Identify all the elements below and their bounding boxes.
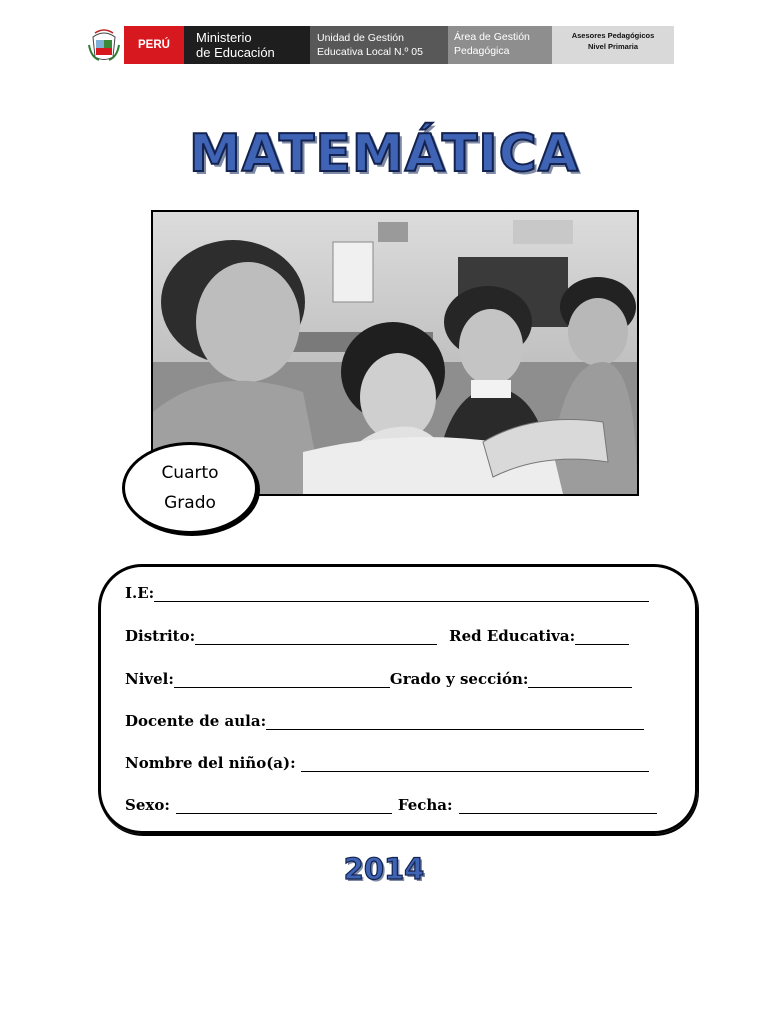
area-line-1: Área de Gestión [454,31,530,43]
advisors-line-2: Nivel Primaria [587,42,639,51]
area-label [448,26,552,64]
ministry-line-2: de Educación [196,45,275,60]
year-text: 2014 [343,852,425,886]
child-name-label: Nombre del niño(a): [125,754,296,772]
area-line-2: Pedagógica [454,45,510,57]
advisors-line-1: Asesores Pedagógicos [571,31,655,40]
advisors-label [552,26,674,64]
peru-label [124,26,184,64]
district-field[interactable] [195,629,437,645]
page-title [0,124,768,184]
header-banner [84,26,674,64]
form-row-district [125,623,629,645]
grade-section-label: Grado y sección: [389,670,529,688]
title-text: MATEMÁTICA [188,124,580,184]
date-label: Fecha: [397,796,453,814]
form-row-child-name [125,750,649,772]
grade-line-1: Cuarto [161,463,219,483]
form-row-level [125,666,632,688]
form-row-ie [125,580,649,602]
district-label: Distrito: [125,627,196,645]
ministry-label [184,26,310,64]
sex-label: Sexo: [125,796,170,814]
ie-label: I.E: [125,584,155,602]
form-row-sex-date [125,792,657,814]
level-field[interactable] [174,672,390,688]
teacher-field[interactable] [266,714,644,730]
network-field[interactable] [575,629,629,645]
level-label: Nivel: [125,670,174,688]
country-text: PERÚ [138,39,170,51]
peru-coat-of-arms-icon [84,26,124,64]
form-row-teacher [125,708,644,730]
sex-field[interactable] [176,798,392,814]
ugel-line-2: Educativa Local N.º 05 [317,46,423,58]
year-label [0,852,768,886]
grade-line-2: Grado [164,493,216,513]
ie-field[interactable] [154,586,649,602]
grade-section-field[interactable] [528,672,632,688]
grade-badge [122,442,258,534]
ugel-line-1: Unidad de Gestión [317,32,404,44]
ugel-label [310,26,448,64]
teacher-label: Docente de aula: [125,712,267,730]
date-field[interactable] [459,798,657,814]
ministry-line-1: Ministerio [196,30,252,45]
network-label: Red Educativa: [449,627,576,645]
child-name-field[interactable] [301,756,649,772]
